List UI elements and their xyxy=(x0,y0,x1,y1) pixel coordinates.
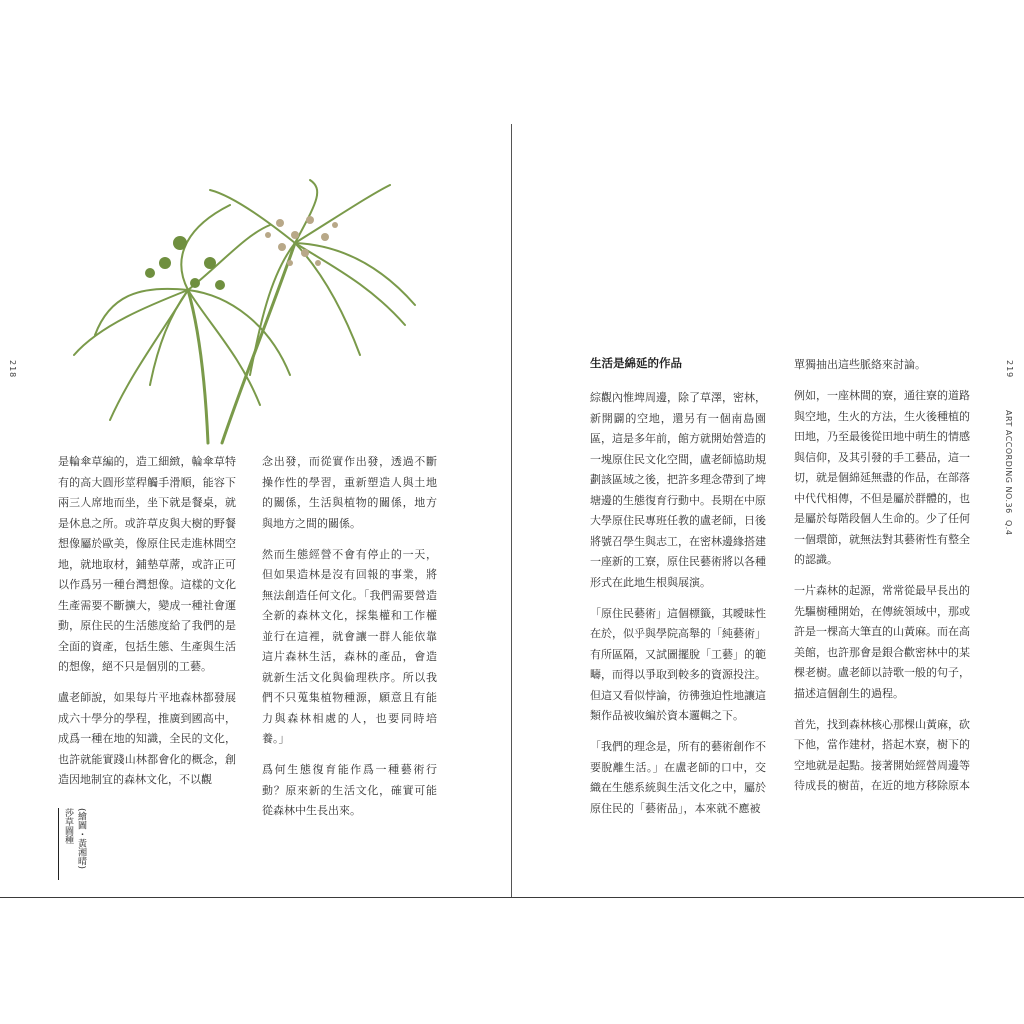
paragraph: 「原住民藝術」這個標籤，其曖昧性在於，似乎與學院高舉的「純藝術」有所區隔，又試圖擺脫「工藝」的範疇，而得以爭取到較多的資源投注。但這又看似悖論，彷彿強迫性地讓這類作品被收編於資本邏輯之下。 xyxy=(590,606,766,722)
paragraph: 爲何生態復育能作爲一種藝術行動？原來新的生活文化，確實可能從森林中生長出來。 xyxy=(262,763,437,817)
left-page-column-2 xyxy=(262,452,437,832)
right-page-number: 219 xyxy=(1005,360,1014,379)
right-page-column-2 xyxy=(794,355,970,807)
quarter-label: Q.4 xyxy=(1004,520,1013,536)
paragraph: 念出發，而從實作出發，透過不斷操作性的學習，重新塑造人與土地的關係，生活與植物的關係，地方與地方之間的關係。 xyxy=(262,455,437,530)
paragraph: 一片森林的起源，常常從最早長出的先驅樹種開始，在傳統領域中，那或許是一棵高大筆直的山黃麻。而在高美館，也許那會是銀合歡密林中的某棵老樹。盧老師以詩歌一般的句子，描述這個創生的過程。 xyxy=(794,584,970,700)
paragraph: 「我們的理念是，所有的藝術創作不要脫離生活。」在盧老師的口中，交織在生態系統與生活文化之中，屬於原住民的「藝術品」，本來就不應被 xyxy=(590,740,766,815)
journal-label: ART ACCORDING NO.36 xyxy=(1004,410,1013,514)
book-spine xyxy=(511,124,512,898)
left-page-column-1 xyxy=(58,452,236,801)
paragraph: 然而生態經營不會有停止的一天，但如果造林是沒有回報的事業，將無法創造任何文化。「我們需要營造全新的森林文化，採集權和工作權並行在這裡，就會讓一群人能依靠這片森林生活，森林的產品，會造就新生活文化與倫理秩序。所以我們不只蒐集植物種源，願意且有能力與森林相處的人，也要同時培養。」 xyxy=(262,547,437,745)
paragraph: 單獨抽出這些脈絡來討論。 xyxy=(794,358,926,371)
right-page-column-1 xyxy=(590,388,766,830)
paragraph: 首先，找到森林核心那棵山黃麻，砍下他，當作建材，搭起木寮，樹下的空地就是起點。接著開始經營周邊等待成長的樹苗，在近的地方移除原本 xyxy=(794,717,970,792)
paragraph: 是輪傘草編的，造工細緻，輪傘草特有的高大圓形莖稈觸手滑順，能容下兩三人席地而坐，坐下就是餐桌，就是休息之所。或許草皮與大樹的野餐想像屬於歐美，像原住民走進林間空地，就地取材，鋪墊草蓆，或許正可以作爲另一種台灣想像。這樣的文化生產需要不斷擴大，變成一種社會運動，原住民的生活態度給了我們的是全面的資產，包括生態、生產與生活的想像，絕不只是個別的工藝。 xyxy=(58,455,236,673)
illustration-caption-title: 莎草圖種 xyxy=(63,808,73,844)
illustration-caption-credit: (繪圖・黃湘晴) xyxy=(76,808,86,870)
page-bottom-edge xyxy=(0,897,1024,898)
left-page-number: 218 xyxy=(8,360,17,379)
caption-rule xyxy=(58,808,59,880)
paragraph: 盧老師說，如果每片平地森林都發展成六十學分的學程，推廣到國高中，成爲一種在地的知識，全民的文化，也許就能實踐山林都會化的概念，創造因地制宜的森林文化，不以觀 xyxy=(58,691,236,786)
paragraph: 綜觀內惟埤周邊，除了草澤，密林，新開闢的空地，還另有一個南島園區，這是多年前，館方就開始營造的一塊原住民文化空間，盧老師協助規劃該區域之後，把許多理念帶到了埤塘邊的生態復育行動中。長期在中原大學原住民專班任教的盧老師，日後將號召學生與志工，在密林邊緣搭建一座新的工寮，原住民藝術將以各種形式在此地生根與展演。 xyxy=(590,391,766,589)
section-heading: 生活是綿延的作品 xyxy=(590,356,682,370)
paragraph: 例如，一座林間的寮，通往寮的道路與空地，生火的方法，生火後種植的田地，乃至最後從田地中萌生的情感與信仰，及其引發的手工藝品，這一切，就是個綿延無盡的作品，在部落中代代相傳，不但是屬於群體的，也是屬於每階段個人生命的。少了任何一個環節，就無法對其藝術性有整全的認識。 xyxy=(794,389,970,566)
cyperus-plant-illustration xyxy=(70,175,430,445)
